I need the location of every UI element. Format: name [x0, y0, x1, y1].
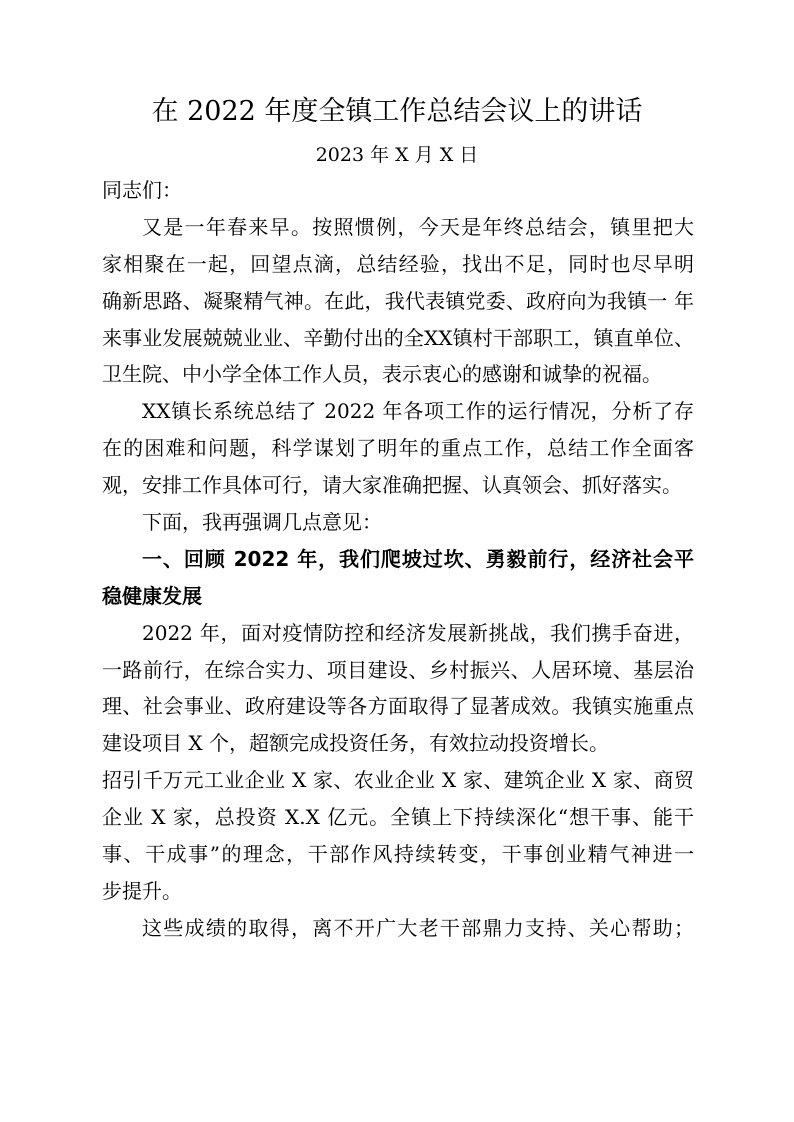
body-line: 确新思路、凝聚精气神。在此，我代表镇党委、政府向为我镇一 年: [102, 288, 694, 313]
body-line: 观，安排工作具体可行，请大家准确把握、认真领会、抓好落实。: [102, 473, 682, 498]
section-heading-line: 一、回顾 2022 年，我们爬坡过坎、勇毅前行，经济社会平: [142, 546, 694, 571]
section-heading-line: 稳健康发展: [102, 583, 202, 608]
document-date: 2023 年 X 月 X 日: [315, 144, 479, 166]
body-line: 卫生院、中小学全体工作人员，表示衷心的感谢和诚挚的祝福。: [102, 362, 662, 387]
body-line: 这些成绩的取得，离不开广大老干部鼎力支持、关心帮助；: [142, 915, 694, 940]
body-line: XX镇长系统总结了 2022 年各项工作的运行情况，分析了存: [142, 399, 694, 424]
body-line: 2022 年，面对疫情防控和经济发展新挑战，我们携手奋进，: [142, 620, 694, 645]
document-body: [102, 172, 694, 947]
body-line: 又是一年春来早。按照惯例，今天是年终总结会，镇里把大: [142, 214, 694, 239]
body-line: 来事业发展兢兢业业、辛勤付出的全XX镇村干部职工，镇直单位、: [102, 325, 694, 350]
body-line: 招引千万元工业企业 X 家、农业企业 X 家、建筑企业 X 家、商贸: [102, 768, 694, 793]
body-line: 下面，我再强调几点意见：: [142, 510, 382, 535]
body-line: 一路前行，在综合实力、项目建设、乡村振兴、人居环境、基层治: [102, 657, 694, 682]
body-line: 理、社会事业、政府建设等各方面取得了显著成效。我镇实施重点: [102, 694, 694, 719]
body-line: 步提升。: [102, 878, 182, 903]
body-line: 在的困难和问题，科学谋划了明年的重点工作，总结工作全面客: [102, 436, 694, 461]
body-line: 建设项目 X 个，超额完成投资任务，有效拉动投资增长。: [102, 731, 609, 756]
document-title: 在 2022 年度全镇工作总结会议上的讲话: [151, 96, 643, 127]
body-line: 企业 X 家，总投资 X.X 亿元。全镇上下持续深化“想干事、能干: [102, 805, 694, 830]
body-line: 事、干成事”的理念，干部作风持续转变，干事创业精气神进一: [102, 842, 694, 867]
body-line: 家相聚在一起，回望点滴，总结经验，找出不足，同时也尽早明: [102, 251, 694, 276]
body-line: 同志们：: [102, 178, 182, 202]
